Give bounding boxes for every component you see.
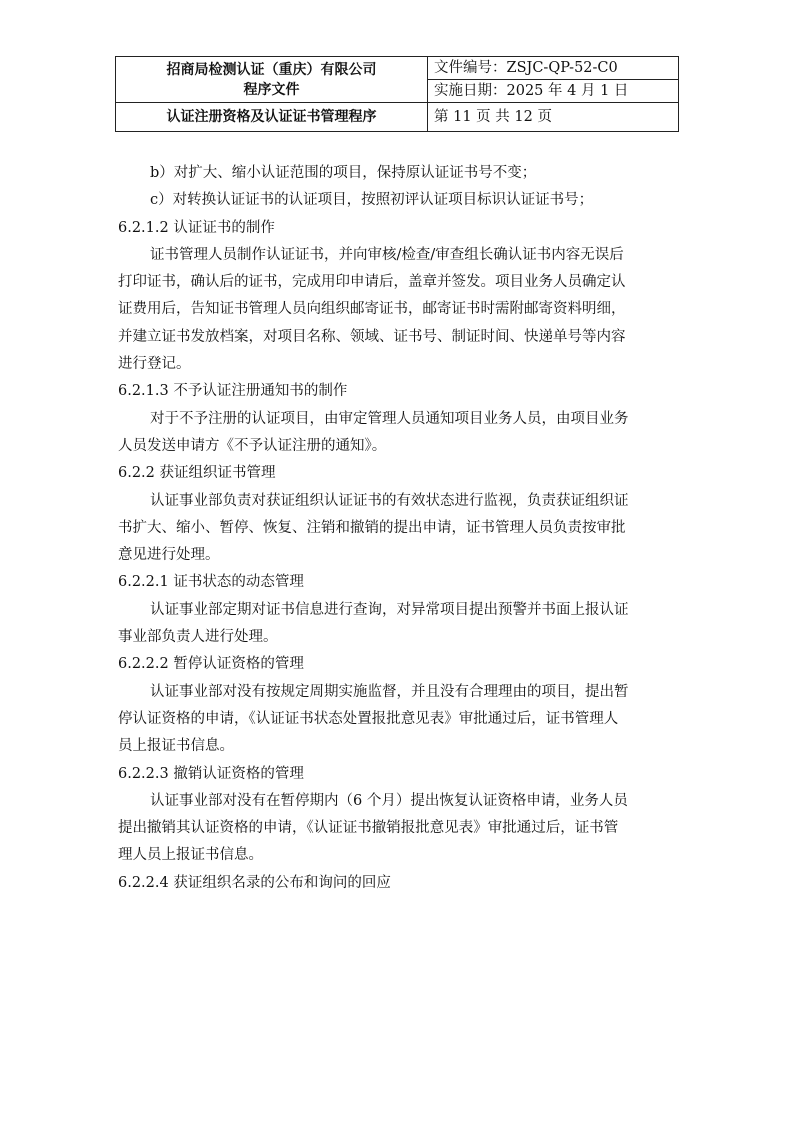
paragraph-line: 认证事业部对没有在暂停期内（6 个月）提出恢复认证资格申请，业务人员: [150, 792, 628, 809]
paragraph-line: 打印证书，确认后的证书，完成用印申请后，盖章并签发。项目业务人员确定认: [118, 274, 626, 291]
paragraph-line: 书扩大、缩小、暂停、恢复、注销和撤销的提出申请，证书管理人员负责按审批: [118, 519, 626, 536]
paragraph-line: 人员发送申请方《不予认证注册的通知》。: [118, 437, 387, 454]
document-type: 程序文件: [243, 81, 300, 98]
section-heading-6224: 6.2.2.4 获证组织名录的公布和询问的回应: [118, 874, 391, 891]
list-item-b: b）对扩大、缩小认证范围的项目，保持原认证证书号不变；: [150, 165, 537, 181]
paragraph-line: 进行登记。: [118, 356, 191, 373]
section-heading-622: 6.2.2 获证组织证书管理: [118, 465, 276, 482]
effective-date: 实施日期：2025 年 4 月 1 日: [428, 80, 679, 103]
page-info: 第 11 页 共 12 页: [428, 103, 679, 132]
file-number: 文件编号：ZSJC-QP-52-C0: [428, 57, 679, 80]
section-heading-6213: 6.2.1.3 不予认证注册通知书的制作: [118, 383, 348, 400]
section-heading-6212: 6.2.1.2 认证证书的制作: [118, 219, 275, 236]
paragraph-line: 并建立证书发放档案，对项目名称、领域、证书号、制证时间、快递单号等内容: [118, 328, 626, 345]
paragraph-line: 对于不予注册的认证项目，由审定管理人员通知项目业务人员，由项目业务: [150, 410, 629, 427]
paragraph-line: 理人员上报证书信息。: [118, 847, 263, 864]
paragraph-line: 认证事业部负责对获证组织认证证书的有效状态进行监视，负责获证组织证: [150, 492, 629, 509]
paragraph-line: 证费用后，告知证书管理人员向组织邮寄证书，邮寄证书时需附邮寄资料明细，: [118, 301, 626, 318]
paragraph-line: 证书管理人员制作认证证书，并向审核/检查/审查组长确认证书内容无误后: [150, 246, 624, 263]
document-body: [118, 160, 688, 897]
paragraph-line: 认证事业部定期对证书信息进行查询，对异常项目提出预警并书面上报认证: [150, 601, 629, 618]
paragraph-line: 员上报证书信息。: [118, 738, 234, 755]
document-header-table: [115, 56, 679, 132]
paragraph-line: 停认证资格的申请，《认证证书状态处置报批意见表》审批通过后，证书管理人: [118, 710, 619, 727]
list-item-c: c）对转换认证证书的认证项目，按照初评认证项目标识认证证书号；: [150, 192, 594, 209]
paragraph-line: 意见进行处理。: [118, 547, 220, 564]
company-cell: [116, 57, 428, 103]
paragraph-line: 认证事业部对没有按规定周期实施监督，并且没有合理理由的项目，提出暂: [150, 683, 629, 700]
section-heading-6221: 6.2.2.1 证书状态的动态管理: [118, 574, 304, 591]
procedure-title: 认证注册资格及认证证书管理程序: [116, 103, 428, 132]
company-name: 招商局检测认证（重庆）有限公司: [166, 61, 377, 78]
section-heading-6222: 6.2.2.2 暂停认证资格的管理: [118, 656, 304, 673]
paragraph-line: 事业部负责人进行处理。: [118, 629, 278, 646]
paragraph-line: 提出撤销其认证资格的申请，《认证证书撤销报批意见表》审批通过后，证书管: [118, 820, 619, 837]
section-heading-6223: 6.2.2.3 撤销认证资格的管理: [118, 765, 304, 782]
